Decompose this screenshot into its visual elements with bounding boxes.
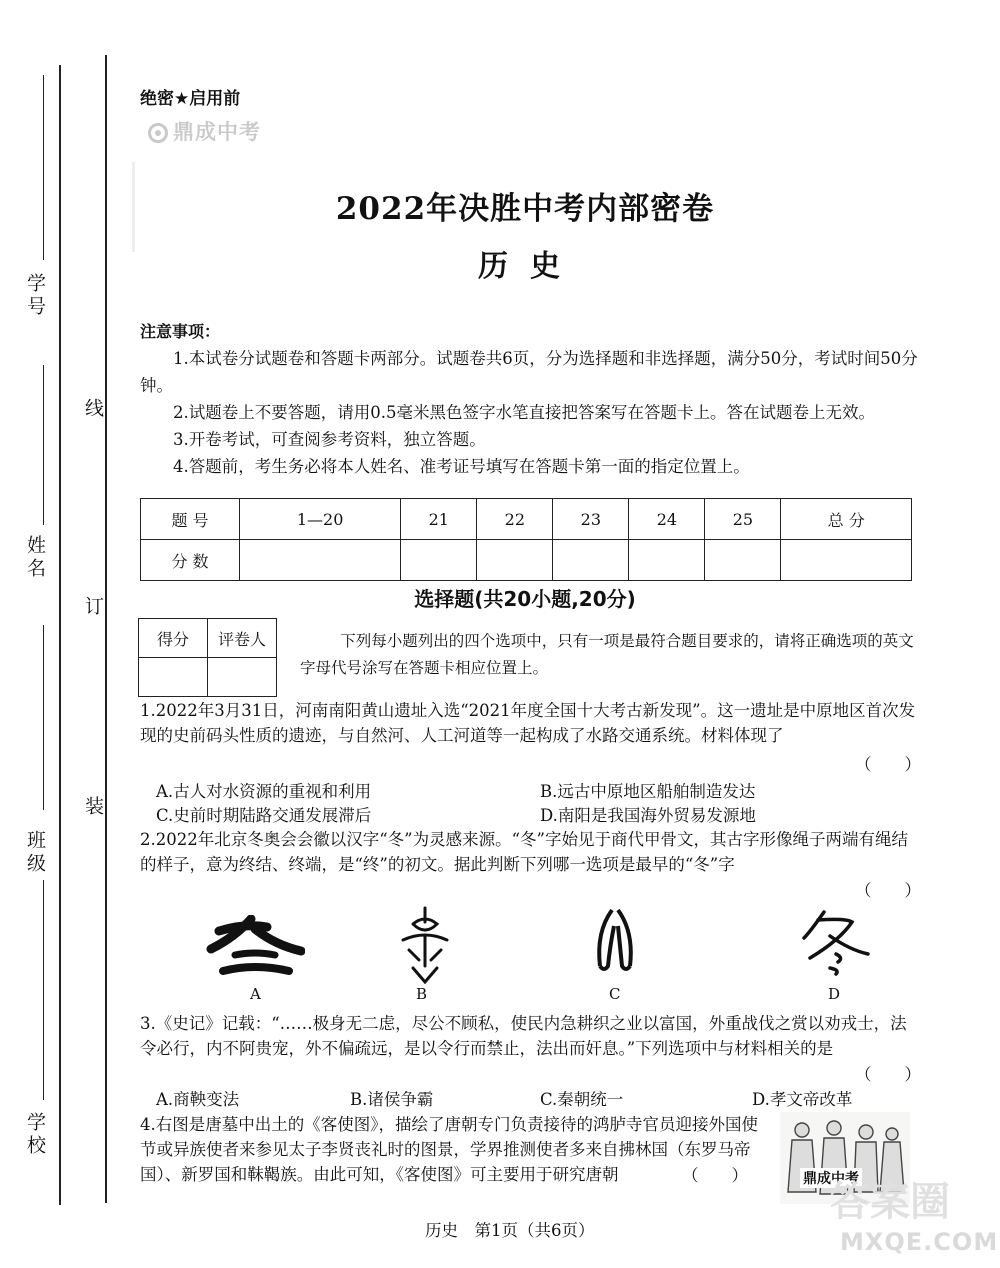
- question-3-option-d: D.孝文帝改革: [752, 1090, 853, 1109]
- glyph-label-d: D: [828, 985, 841, 1003]
- glyph-option-c-image: [590, 906, 640, 976]
- score-blank: [629, 540, 705, 581]
- label-xuexiao: 学校: [24, 1112, 46, 1158]
- glyph-option-d-image: [800, 908, 875, 978]
- notes-block: [140, 318, 918, 480]
- label-xingming: 姓名: [24, 535, 46, 581]
- blank-xuexiao: [43, 880, 44, 1100]
- score-cell: 23: [553, 499, 629, 540]
- label-banji: 班级: [24, 830, 46, 876]
- glyph-label-a: A: [250, 985, 261, 1003]
- watermark-big: 答案圈: [830, 1179, 950, 1225]
- question-1-option-c: C.史前时期陆路交通发展滞后: [156, 806, 372, 825]
- section-instruction: 下列每小题列出的四个选项中，只有一项是最符合题目要求的，请将正确选项的英文字母代号涂写在答题卡相应位置上。: [300, 632, 914, 677]
- score-cell: 1—20: [240, 499, 401, 540]
- grade-header-score: 得分: [139, 619, 208, 658]
- seal-word-xian: 线: [82, 398, 104, 421]
- blank-banji: [43, 625, 44, 810]
- score-cell: 总 分: [781, 499, 912, 540]
- watermark-url: MXQE.COM: [840, 1228, 999, 1256]
- glyph-label-c: C: [609, 985, 621, 1003]
- grade-blank: [208, 658, 277, 697]
- question-2-answer-paren: （ ）: [855, 881, 921, 900]
- score-blank: [781, 540, 912, 581]
- logo-circle-icon: [148, 123, 168, 143]
- question-3-option-a: A.商鞅变法: [156, 1090, 240, 1109]
- score-cell: 题 号: [141, 499, 240, 540]
- question-4-stem: 4.右图是唐墓中出土的《客使图》，描绘了唐朝专门负责接待的鸿胪寺官员迎接外国使节或异族使者来参见太子李贤丧礼时的图景，学界推测使者多来自拂林国（东罗马帝国）、新罗国和靺鞨族。由此可知，《客使图》可主要用于研究唐朝: [140, 1115, 758, 1184]
- question-1-stem: 1.2022年3月31日，河南南阳黄山遗址入选“2021年度全国十大考古新发现”。这一遗址是中原地区首次发现的史前码头性质的遗迹，与自然河、人工河道等一起构成了水路交通系统。材料体现了: [140, 701, 916, 745]
- question-3-option-b: B.诸侯争霸: [350, 1090, 434, 1109]
- glyph-option-b-image: [395, 906, 455, 984]
- score-cell: 21: [401, 499, 477, 540]
- image-logo-text: 鼎成中考: [803, 1171, 859, 1187]
- score-table: [140, 498, 912, 581]
- section-title: 选择题(共20小题,20分): [414, 587, 636, 611]
- score-blank: [401, 540, 477, 581]
- question-2-stem: 2.2022年北京冬奥会会徽以汉字“冬”为灵感来源。“冬”字始见于商代甲骨文，其古字形像绳子两端有绳结的样子，意为终结、终端，是“终”的初文。据此判断下列哪一选项是最早的“冬”字: [140, 830, 908, 874]
- note-item-1: 1.本试卷分试题卷和答题卡两部分。试题卷共6页，分为选择题和非选择题，满分50分，考试时间50分钟。: [140, 349, 918, 395]
- subject-title: 历史: [478, 249, 582, 284]
- blank-xingming: [43, 365, 44, 525]
- question-1-option-d: D.南阳是我国海外贸易发源地: [540, 806, 756, 825]
- brand-logo: [148, 116, 261, 146]
- question-1-option-a: A.古人对水资源的重视和利用: [156, 782, 372, 801]
- grade-box: [138, 618, 277, 697]
- grade-blank: [139, 658, 208, 697]
- note-item-2: 2.试题卷上不要答题，请用0.5毫米黑色签字水笔直接把答案写在答题卡上。答在试题卷上无效。: [173, 403, 875, 422]
- question-1-answer-paren: （ ）: [855, 755, 921, 774]
- score-blank: [240, 540, 401, 581]
- note-item-4: 4.答题前，考生务必将本人姓名、准考证号填写在答题卡第一面的指定位置上。: [173, 457, 750, 476]
- blank-xuehao: [43, 75, 44, 260]
- score-table-score-row: [141, 540, 912, 581]
- score-cell: 22: [477, 499, 553, 540]
- score-blank: [553, 540, 629, 581]
- score-cell: 分 数: [141, 540, 240, 581]
- exam-title: 2022年决胜中考内部密卷: [335, 191, 715, 227]
- note-item-3: 3.开卷考试，可查阅参考资料，独立答题。: [173, 430, 486, 449]
- question-3-answer-paren: （ ）: [855, 1065, 921, 1084]
- label-xuehao: 学号: [24, 273, 46, 319]
- logo-text: 鼎成中考: [173, 120, 261, 144]
- question-1-option-b: B.远古中原地区船舶制造发达: [540, 782, 756, 801]
- seal-word-ding: 订: [82, 596, 104, 619]
- confidential-label: 绝密★启用前: [140, 89, 241, 109]
- question-3-stem: 3.《史记》记载：“……极身无二虑，尽公不顾私，使民内急耕织之业以富国，外重战伐之赏以劝戎士，法令必行，内不阿贵宠，外不偏疏远，是以令行而禁止，法出而奸息。”下列选项中与材料相关的是: [140, 1014, 907, 1058]
- notes-heading: 注意事项：: [140, 322, 221, 341]
- score-blank: [477, 540, 553, 581]
- question-4-answer-paren: （ ）: [682, 1166, 748, 1185]
- question-3-option-c: C.秦朝统一: [540, 1090, 624, 1109]
- score-table-header-row: [141, 499, 912, 540]
- score-cell: 25: [705, 499, 781, 540]
- margin-line-outer: [59, 65, 61, 1205]
- score-cell: 24: [629, 499, 705, 540]
- seal-word-zhuang: 装: [82, 796, 104, 819]
- grade-header-grader: 评卷人: [208, 619, 277, 658]
- glyph-label-b: B: [416, 985, 428, 1003]
- glyph-option-a-image: [205, 915, 305, 980]
- score-blank: [705, 540, 781, 581]
- page-footer: 历史 第1页（共6页）: [425, 1221, 595, 1240]
